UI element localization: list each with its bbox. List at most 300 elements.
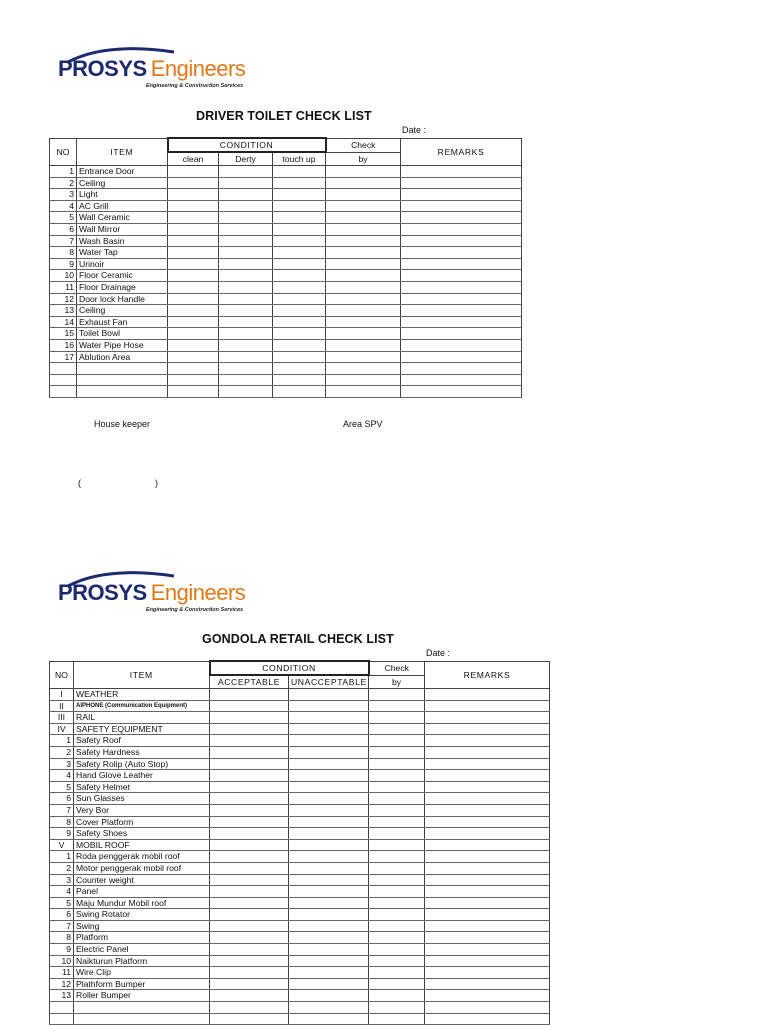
- blank-cell[interactable]: [273, 316, 326, 328]
- blank-cell[interactable]: [289, 689, 369, 701]
- logo-brand-engineers: Engineers: [150, 580, 246, 605]
- blank-cell[interactable]: [289, 839, 369, 851]
- table-row: [50, 305, 522, 317]
- blank-cell[interactable]: [369, 770, 425, 782]
- blank-cell[interactable]: [425, 712, 550, 724]
- blank-cell[interactable]: [326, 258, 401, 270]
- driver-toilet-rows: [50, 166, 522, 398]
- blank-cell[interactable]: [425, 689, 550, 701]
- row-number: 9: [50, 828, 74, 840]
- blank-cell[interactable]: [168, 270, 219, 282]
- row-item: Safety Shoes: [74, 828, 210, 840]
- blank-cell[interactable]: [326, 281, 401, 293]
- blank-cell[interactable]: [401, 223, 522, 235]
- blank-cell[interactable]: [401, 189, 522, 201]
- blank-cell[interactable]: [425, 1002, 550, 1014]
- blank-cell[interactable]: [289, 967, 369, 979]
- blank-cell[interactable]: [210, 851, 289, 863]
- blank-cell[interactable]: [210, 758, 289, 770]
- blank-cell[interactable]: [210, 944, 289, 956]
- row-item: Water Pipe Hose: [77, 339, 168, 351]
- blank-cell[interactable]: [425, 758, 550, 770]
- row-number: 1: [50, 735, 74, 747]
- blank-cell[interactable]: [326, 223, 401, 235]
- blank-cell[interactable]: [210, 723, 289, 735]
- blank-cell[interactable]: [273, 351, 326, 363]
- table-row: [50, 897, 550, 909]
- blank-cell[interactable]: [425, 793, 550, 805]
- blank-cell[interactable]: [425, 967, 550, 979]
- blank-cell[interactable]: [219, 258, 273, 270]
- blank-cell[interactable]: [425, 735, 550, 747]
- blank-cell[interactable]: [289, 723, 369, 735]
- blank-cell[interactable]: [289, 816, 369, 828]
- blank-cell[interactable]: [401, 247, 522, 259]
- blank-cell[interactable]: [326, 212, 401, 224]
- blank-cell[interactable]: [425, 944, 550, 956]
- blank-cell[interactable]: [168, 189, 219, 201]
- blank-cell[interactable]: [210, 862, 289, 874]
- blank-cell[interactable]: [289, 770, 369, 782]
- table-row: [50, 247, 522, 259]
- blank-cell[interactable]: [369, 874, 425, 886]
- blank-cell[interactable]: [289, 1002, 369, 1014]
- row-number: 4: [50, 770, 74, 782]
- signature-area-spv: Area SPV: [343, 419, 383, 429]
- blank-cell[interactable]: [210, 1013, 289, 1025]
- blank-cell[interactable]: [326, 235, 401, 247]
- blank-cell[interactable]: [219, 166, 273, 178]
- date-label-2: Date :: [426, 648, 451, 658]
- header-item: ITEM: [74, 661, 210, 689]
- blank-cell[interactable]: [168, 247, 219, 259]
- blank-cell[interactable]: [326, 270, 401, 282]
- blank-cell[interactable]: [168, 281, 219, 293]
- row-item: Wall Ceramic: [77, 212, 168, 224]
- blank-cell[interactable]: [425, 770, 550, 782]
- row-number: 11: [50, 967, 74, 979]
- blank-cell[interactable]: [210, 1002, 289, 1014]
- blank-cell[interactable]: [219, 351, 273, 363]
- header-remarks: REMARKS: [425, 661, 550, 689]
- blank-cell[interactable]: [168, 166, 219, 178]
- blank-cell[interactable]: [273, 247, 326, 259]
- blank-cell[interactable]: [168, 339, 219, 351]
- blank-cell[interactable]: [219, 316, 273, 328]
- blank-cell[interactable]: [210, 712, 289, 724]
- blank-cell[interactable]: [369, 897, 425, 909]
- table-row: [50, 1002, 550, 1014]
- blank-cell[interactable]: [369, 886, 425, 898]
- blank-cell[interactable]: [425, 746, 550, 758]
- blank-cell[interactable]: [273, 223, 326, 235]
- blank-cell[interactable]: [401, 316, 522, 328]
- blank-cell[interactable]: [369, 746, 425, 758]
- blank-cell[interactable]: [425, 990, 550, 1002]
- row-item: Roda penggerak mobil roof: [74, 851, 210, 863]
- header-acceptable: ACCEPTABLE: [210, 675, 289, 689]
- row-number: 8: [50, 247, 77, 259]
- blank-cell[interactable]: [326, 305, 401, 317]
- blank-cell[interactable]: [326, 293, 401, 305]
- blank-cell[interactable]: [210, 839, 289, 851]
- blank-cell[interactable]: [401, 270, 522, 282]
- blank-cell[interactable]: [369, 689, 425, 701]
- blank-cell[interactable]: [369, 735, 425, 747]
- blank-cell[interactable]: [219, 281, 273, 293]
- row-number: 7: [50, 920, 74, 932]
- blank-cell[interactable]: [210, 897, 289, 909]
- row-number: IV: [50, 723, 74, 735]
- row-item: Wash Basin: [77, 235, 168, 247]
- blank-cell[interactable]: [425, 909, 550, 921]
- blank-cell[interactable]: [401, 339, 522, 351]
- blank-cell[interactable]: [289, 955, 369, 967]
- blank-cell[interactable]: [273, 281, 326, 293]
- blank-cell[interactable]: [326, 328, 401, 340]
- row-item: Swing: [74, 920, 210, 932]
- blank-cell[interactable]: [219, 386, 273, 398]
- blank-cell[interactable]: [273, 386, 326, 398]
- blank-cell[interactable]: [210, 735, 289, 747]
- blank-cell[interactable]: [210, 804, 289, 816]
- blank-cell[interactable]: [326, 177, 401, 189]
- blank-cell[interactable]: [219, 339, 273, 351]
- logo-tagline: Engineering & Construction Services: [146, 607, 244, 613]
- table-row: [50, 758, 550, 770]
- blank-cell[interactable]: [326, 351, 401, 363]
- blank-cell[interactable]: [273, 339, 326, 351]
- blank-cell[interactable]: [219, 212, 273, 224]
- blank-cell[interactable]: [425, 978, 550, 990]
- blank-cell[interactable]: [210, 874, 289, 886]
- blank-cell[interactable]: [273, 293, 326, 305]
- blank-cell[interactable]: [425, 700, 550, 712]
- blank-cell[interactable]: [326, 374, 401, 386]
- blank-cell[interactable]: [289, 758, 369, 770]
- blank-cell[interactable]: [289, 712, 369, 724]
- table-row: [50, 781, 550, 793]
- blank-cell[interactable]: [326, 189, 401, 201]
- blank-cell[interactable]: [219, 189, 273, 201]
- row-item: Floor Drainage: [77, 281, 168, 293]
- blank-cell[interactable]: [369, 816, 425, 828]
- row-item: Naikturun Platform: [74, 955, 210, 967]
- row-number: 3: [50, 189, 77, 201]
- blank-cell[interactable]: [425, 920, 550, 932]
- table-row: [50, 235, 522, 247]
- blank-cell[interactable]: [273, 363, 326, 375]
- blank-cell[interactable]: [289, 920, 369, 932]
- blank-cell[interactable]: [369, 920, 425, 932]
- blank-cell[interactable]: [369, 909, 425, 921]
- blank-cell[interactable]: [210, 781, 289, 793]
- blank-cell[interactable]: [289, 735, 369, 747]
- row-number: 4: [50, 200, 77, 212]
- blank-cell[interactable]: [425, 816, 550, 828]
- blank-cell[interactable]: [219, 363, 273, 375]
- row-item: Floor Ceramic: [77, 270, 168, 282]
- row-item: Plathform Bumper: [74, 978, 210, 990]
- blank-cell[interactable]: [168, 316, 219, 328]
- row-number: 5: [50, 781, 74, 793]
- blank-cell[interactable]: [326, 166, 401, 178]
- blank-cell[interactable]: [168, 177, 219, 189]
- row-item: Hand Glove Leather: [74, 770, 210, 782]
- blank-cell[interactable]: [425, 862, 550, 874]
- blank-cell[interactable]: [326, 316, 401, 328]
- row-number: 11: [50, 281, 77, 293]
- blank-cell[interactable]: [401, 212, 522, 224]
- header-condition: CONDITION: [210, 661, 369, 675]
- blank-cell[interactable]: [273, 189, 326, 201]
- blank-cell[interactable]: [369, 955, 425, 967]
- blank-cell[interactable]: [369, 978, 425, 990]
- blank-cell[interactable]: [168, 351, 219, 363]
- blank-cell[interactable]: [326, 339, 401, 351]
- blank-cell[interactable]: [289, 851, 369, 863]
- blank-cell[interactable]: [210, 990, 289, 1002]
- blank-cell[interactable]: [289, 804, 369, 816]
- blank-cell[interactable]: [168, 235, 219, 247]
- blank-cell[interactable]: [219, 247, 273, 259]
- blank-cell[interactable]: [425, 828, 550, 840]
- blank-cell[interactable]: [289, 978, 369, 990]
- table-row: [50, 839, 550, 851]
- blank-cell[interactable]: [369, 700, 425, 712]
- blank-cell[interactable]: [168, 305, 219, 317]
- blank-cell[interactable]: [219, 328, 273, 340]
- blank-cell[interactable]: [425, 851, 550, 863]
- blank-cell[interactable]: [401, 328, 522, 340]
- table-row: [50, 909, 550, 921]
- blank-cell[interactable]: [273, 270, 326, 282]
- blank-cell[interactable]: [401, 177, 522, 189]
- blank-cell[interactable]: [210, 909, 289, 921]
- blank-cell[interactable]: [219, 235, 273, 247]
- row-number: [50, 1013, 74, 1025]
- header-unacceptable: UNACCEPTABLE: [289, 675, 369, 689]
- table-row: [50, 874, 550, 886]
- blank-cell[interactable]: [289, 746, 369, 758]
- blank-cell[interactable]: [369, 804, 425, 816]
- blank-cell[interactable]: [369, 839, 425, 851]
- blank-cell[interactable]: [289, 886, 369, 898]
- table-row: [50, 689, 550, 701]
- blank-cell[interactable]: [425, 955, 550, 967]
- blank-cell[interactable]: [219, 223, 273, 235]
- blank-cell[interactable]: [326, 200, 401, 212]
- blank-cell[interactable]: [219, 270, 273, 282]
- row-number: 2: [50, 862, 74, 874]
- blank-cell[interactable]: [369, 990, 425, 1002]
- blank-cell[interactable]: [425, 781, 550, 793]
- blank-cell[interactable]: [369, 723, 425, 735]
- blank-cell[interactable]: [210, 689, 289, 701]
- logo-brand: [58, 56, 245, 82]
- blank-cell[interactable]: [401, 305, 522, 317]
- table-row: [50, 258, 522, 270]
- row-item: Safety Roof: [74, 735, 210, 747]
- blank-cell[interactable]: [425, 804, 550, 816]
- blank-cell[interactable]: [210, 816, 289, 828]
- blank-cell[interactable]: [289, 1013, 369, 1025]
- row-number: 5: [50, 897, 74, 909]
- blank-cell[interactable]: [369, 851, 425, 863]
- blank-cell[interactable]: [168, 328, 219, 340]
- blank-cell[interactable]: [219, 177, 273, 189]
- row-number: 7: [50, 235, 77, 247]
- blank-cell[interactable]: [289, 874, 369, 886]
- blank-cell[interactable]: [273, 200, 326, 212]
- table-row: [50, 862, 550, 874]
- blank-cell[interactable]: [210, 886, 289, 898]
- row-item: Urinoir: [77, 258, 168, 270]
- blank-cell[interactable]: [401, 281, 522, 293]
- blank-cell[interactable]: [369, 967, 425, 979]
- blank-cell[interactable]: [425, 1013, 550, 1025]
- blank-cell[interactable]: [219, 374, 273, 386]
- blank-cell[interactable]: [289, 944, 369, 956]
- blank-cell[interactable]: [168, 363, 219, 375]
- blank-cell[interactable]: [210, 746, 289, 758]
- table-row: [50, 223, 522, 235]
- blank-cell[interactable]: [401, 363, 522, 375]
- blank-cell[interactable]: [219, 200, 273, 212]
- header-derty: Derty: [219, 152, 273, 166]
- header-condition: CONDITION: [168, 138, 326, 152]
- blank-cell[interactable]: [289, 828, 369, 840]
- signature-paren-close: ): [155, 478, 158, 488]
- row-number: 6: [50, 793, 74, 805]
- blank-cell[interactable]: [168, 212, 219, 224]
- row-item: Maju Mundur Mobil roof: [74, 897, 210, 909]
- blank-cell[interactable]: [289, 909, 369, 921]
- blank-cell[interactable]: [273, 166, 326, 178]
- blank-cell[interactable]: [401, 166, 522, 178]
- logo-brand-engineers: Engineers: [150, 56, 246, 81]
- table-row: [50, 189, 522, 201]
- checklist-title: DRIVER TOILET CHECK LIST: [196, 109, 372, 123]
- blank-cell[interactable]: [369, 932, 425, 944]
- blank-cell[interactable]: [401, 374, 522, 386]
- blank-cell[interactable]: [168, 374, 219, 386]
- row-item: Exhaust Fan: [77, 316, 168, 328]
- blank-cell[interactable]: [401, 293, 522, 305]
- blank-cell[interactable]: [401, 351, 522, 363]
- blank-cell[interactable]: [210, 920, 289, 932]
- blank-cell[interactable]: [289, 897, 369, 909]
- blank-cell[interactable]: [401, 386, 522, 398]
- blank-cell[interactable]: [289, 932, 369, 944]
- blank-cell[interactable]: [273, 258, 326, 270]
- blank-cell[interactable]: [369, 862, 425, 874]
- blank-cell[interactable]: [273, 374, 326, 386]
- blank-cell[interactable]: [210, 967, 289, 979]
- row-number: 16: [50, 339, 77, 351]
- blank-cell[interactable]: [369, 828, 425, 840]
- row-number: [50, 363, 77, 375]
- row-number: 8: [50, 816, 74, 828]
- row-item: Roller Bumper: [74, 990, 210, 1002]
- blank-cell[interactable]: [326, 363, 401, 375]
- blank-cell[interactable]: [210, 978, 289, 990]
- row-number: 9: [50, 944, 74, 956]
- row-item: AC Grill: [77, 200, 168, 212]
- blank-cell[interactable]: [401, 258, 522, 270]
- blank-cell[interactable]: [210, 793, 289, 805]
- row-item: AIPHONE (Communication Equipment): [74, 700, 210, 712]
- blank-cell[interactable]: [369, 712, 425, 724]
- blank-cell[interactable]: [369, 793, 425, 805]
- row-number: 1: [50, 851, 74, 863]
- table-row: [50, 270, 522, 282]
- blank-cell[interactable]: [168, 223, 219, 235]
- blank-cell[interactable]: [425, 723, 550, 735]
- blank-cell[interactable]: [425, 897, 550, 909]
- table-row: [50, 955, 550, 967]
- row-item: Sun Glasses: [74, 793, 210, 805]
- table-row: [50, 851, 550, 863]
- blank-cell[interactable]: [425, 932, 550, 944]
- blank-cell[interactable]: [425, 886, 550, 898]
- header-touch-up: touch up: [273, 152, 326, 166]
- blank-cell[interactable]: [219, 305, 273, 317]
- blank-cell[interactable]: [326, 247, 401, 259]
- blank-cell[interactable]: [369, 944, 425, 956]
- blank-cell[interactable]: [210, 770, 289, 782]
- table-row: [50, 770, 550, 782]
- blank-cell[interactable]: [289, 700, 369, 712]
- blank-cell[interactable]: [425, 839, 550, 851]
- blank-cell[interactable]: [210, 932, 289, 944]
- table-row: [50, 293, 522, 305]
- blank-cell[interactable]: [210, 955, 289, 967]
- table-row: [50, 374, 522, 386]
- blank-cell[interactable]: [401, 200, 522, 212]
- blank-cell[interactable]: [210, 828, 289, 840]
- blank-cell[interactable]: [273, 212, 326, 224]
- blank-cell[interactable]: [289, 781, 369, 793]
- table-row: [50, 212, 522, 224]
- table-row: [50, 886, 550, 898]
- row-item: Wire Clip: [74, 967, 210, 979]
- blank-cell[interactable]: [273, 235, 326, 247]
- blank-cell[interactable]: [326, 386, 401, 398]
- blank-cell[interactable]: [273, 305, 326, 317]
- blank-cell[interactable]: [168, 386, 219, 398]
- blank-cell[interactable]: [273, 328, 326, 340]
- row-item: Electric Panel: [74, 944, 210, 956]
- blank-cell[interactable]: [210, 700, 289, 712]
- blank-cell[interactable]: [289, 793, 369, 805]
- blank-cell[interactable]: [219, 293, 273, 305]
- blank-cell[interactable]: [273, 177, 326, 189]
- blank-cell[interactable]: [369, 1002, 425, 1014]
- blank-cell[interactable]: [289, 990, 369, 1002]
- blank-cell[interactable]: [425, 874, 550, 886]
- blank-cell[interactable]: [168, 200, 219, 212]
- row-number: II: [50, 700, 74, 712]
- row-item: Light: [77, 189, 168, 201]
- blank-cell[interactable]: [289, 862, 369, 874]
- blank-cell[interactable]: [168, 293, 219, 305]
- blank-cell[interactable]: [369, 758, 425, 770]
- blank-cell[interactable]: [369, 781, 425, 793]
- blank-cell[interactable]: [401, 235, 522, 247]
- blank-cell[interactable]: [168, 258, 219, 270]
- blank-cell[interactable]: [369, 1013, 425, 1025]
